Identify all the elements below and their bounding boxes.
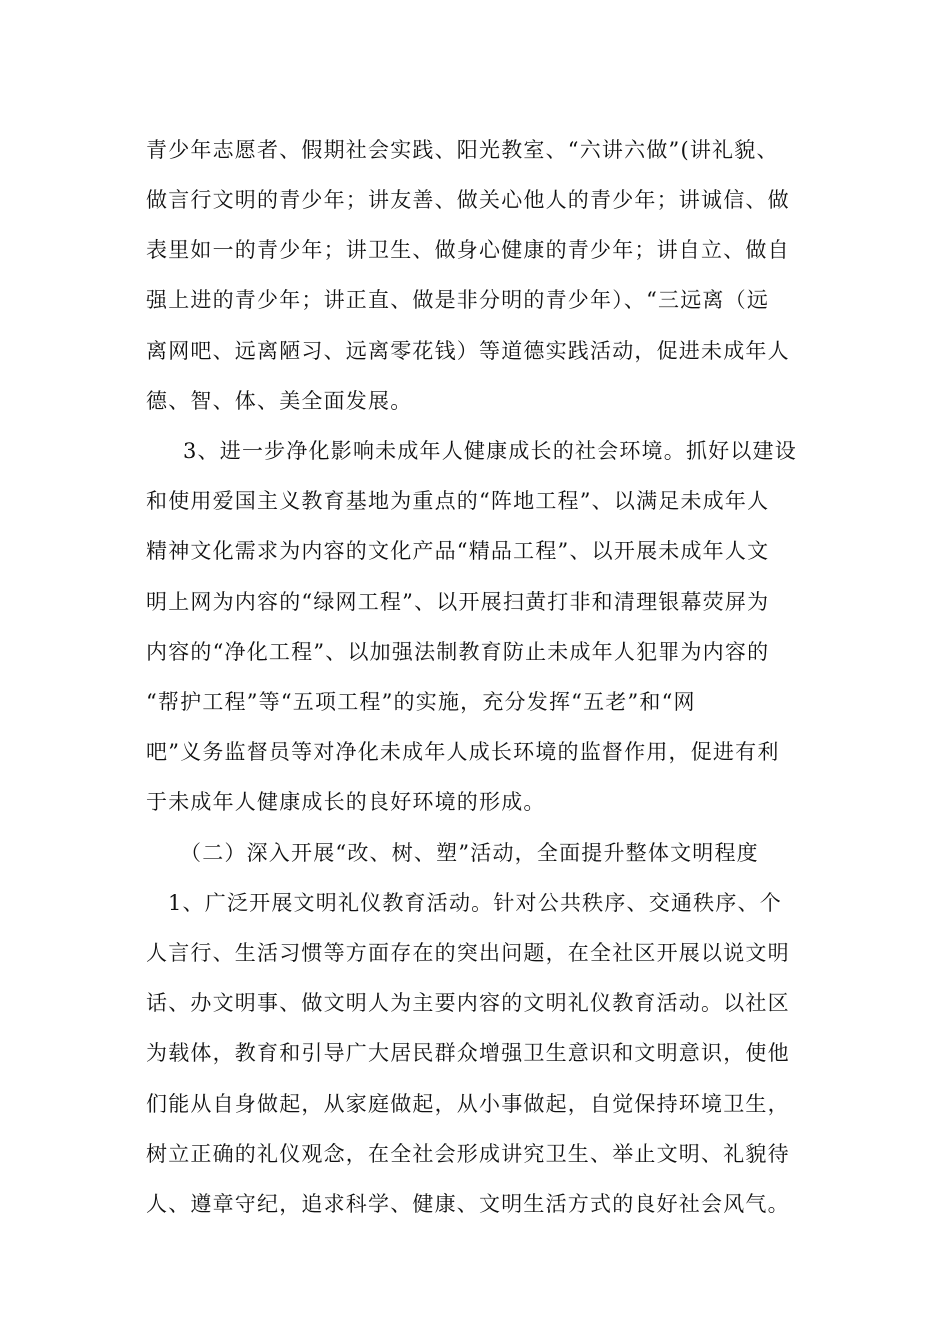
text-line: 树立正确的礼仪观念，在全社会形成讲究卫生、举止文明、礼貌待 [146,1142,790,1166]
text-line: “帮护工程”等“五项工程”的实施，充分发挥“五老”和“网 [146,690,696,714]
text-line: 人言行、生活习惯等方面存在的突出问题，在全社区开展以说文明 [146,941,790,965]
text-line: 精神文化需求为内容的文化产品“精品工程”、以开展未成年人文 [146,539,770,563]
paragraph-start-line: 1、广泛开展文明礼仪教育活动。针对公共秩序、交通秩序、个 [168,891,782,915]
text-line: 表里如一的青少年；讲卫生、做身心健康的青少年；讲自立、做自 [146,238,790,262]
text-line: 做言行文明的青少年；讲友善、做关心他人的青少年；讲诚信、做 [146,188,790,212]
text-line: 明上网为内容的“绿网工程”、以开展扫黄打非和清理银幕荧屏为 [146,590,770,614]
text-line: 德、智、体、美全面发展。 [146,389,413,413]
text-line: 为载体，教育和引导广大居民群众增强卫生意识和文明意识，使他 [146,1041,790,1065]
text-line: 内容的“净化工程”、以加强法制教育防止未成年人犯罪为内容的 [146,640,770,664]
paragraph-start-line: 3、进一步净化影响未成年人健康成长的社会环境。抓好以建设 [183,439,797,463]
section-heading: （二）深入开展“改、树、塑”活动，全面提升整体文明程度 [180,841,759,865]
text-line: 吧”义务监督员等对净化未成年人成长环境的监督作用，促进有利 [146,740,780,764]
text-line: 强上进的青少年；讲正直、做是非分明的青少年）、“三远离（远 [146,288,770,312]
text-line: 青少年志愿者、假期社会实践、阳光教室、“六讲六做”(讲礼貌、 [146,138,779,162]
text-line: 人、遵章守纪，追求科学、健康、文明生活方式的良好社会风气。 [146,1192,790,1216]
text-line: 于未成年人健康成长的良好环境的形成。 [146,790,546,814]
text-line: 和使用爱国主义教育基地为重点的“阵地工程”、以满足未成年人 [146,489,770,513]
text-line: 话、办文明事、做文明人为主要内容的文明礼仪教育活动。以社区 [146,991,790,1015]
text-line: 们能从自身做起，从家庭做起，从小事做起，自觉保持环境卫生， [146,1092,790,1116]
text-line: 离网吧、远离陋习、远离零花钱）等道德实践活动，促进未成年人 [146,339,790,363]
